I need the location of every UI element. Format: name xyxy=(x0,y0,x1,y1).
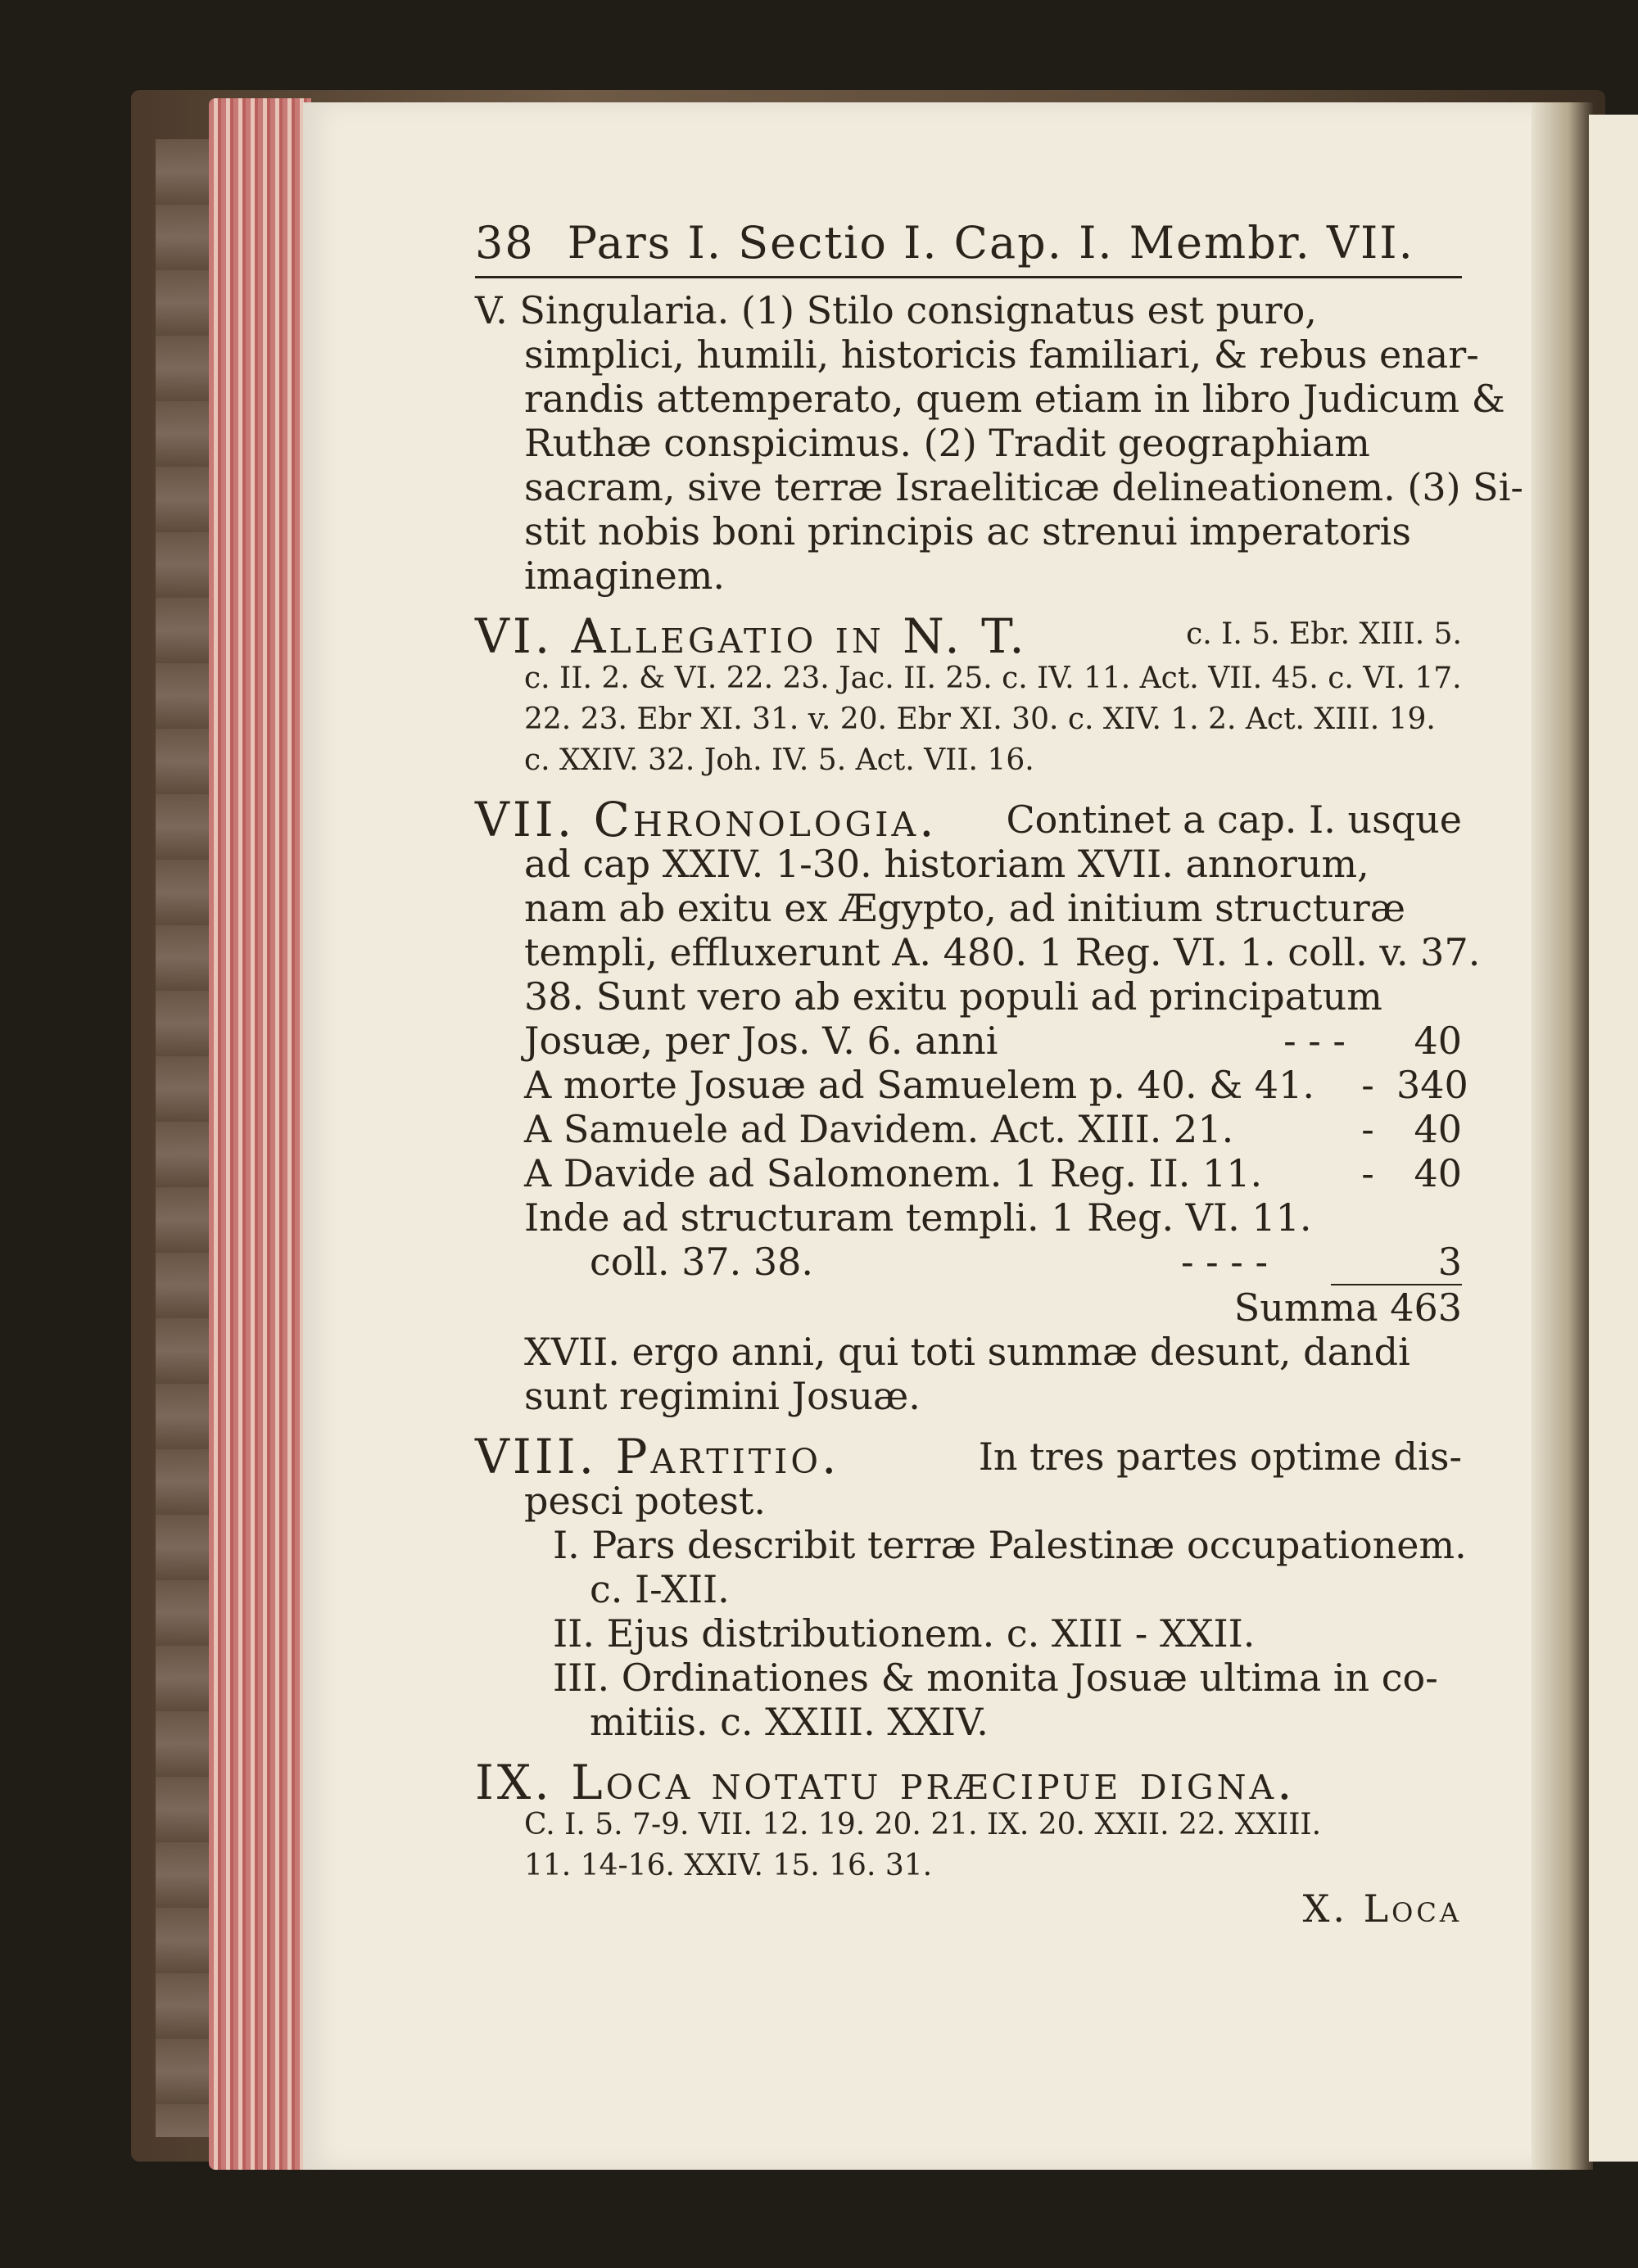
section-v xyxy=(475,288,1523,598)
partition-item: c. I-XII. xyxy=(590,1567,730,1611)
partition-item: III. Ordinationes & monita Josuæ ultima in co- xyxy=(553,1656,1438,1700)
page-gutter xyxy=(1532,102,1593,2170)
text-line: XVII. ergo anni, qui toti summæ desunt, dandi xyxy=(524,1330,1410,1374)
text-line: nam ab exitu ex Ægypto, ad initium structuræ xyxy=(524,886,1405,930)
text-line: stit nobis boni principis ac strenui imperatoris xyxy=(524,509,1411,553)
chronology-row xyxy=(475,1240,1462,1284)
text-line: sacram, sive terræ Israeliticæ delineationem. (3) Si- xyxy=(524,465,1523,509)
page-number: 38 xyxy=(475,217,535,269)
chronology-value: 40 xyxy=(1414,1019,1462,1063)
chronology-dashes: - xyxy=(1361,1107,1374,1151)
section-heading: VIII. Partitio. xyxy=(475,1429,840,1484)
chronology-label: coll. 37. 38. xyxy=(590,1240,814,1284)
chronology-label: A Davide ad Salomonem. 1 Reg. II. 11. xyxy=(524,1151,1263,1195)
chronology-dashes: - - - xyxy=(1283,1019,1346,1063)
section-heading: IX. Loca notatu præcipue digna. xyxy=(475,1755,1296,1810)
chronology-value xyxy=(1396,1195,1462,1240)
chronology-dashes: - - - - xyxy=(1180,1240,1269,1284)
text-line: 38. Sunt vero ab exitu populi ad principatum xyxy=(524,974,1382,1019)
page-text xyxy=(475,217,1523,1931)
chronology-label: A Samuele ad Davidem. Act. XIII. 21. xyxy=(524,1107,1234,1151)
chronology-dashes: - xyxy=(1361,1151,1374,1195)
section-viii xyxy=(475,1429,1467,1744)
chronology-value: 40 xyxy=(1414,1107,1462,1151)
chronology-row xyxy=(475,1195,1462,1240)
chronology-label: A morte Josuæ ad Samuelem p. 40. & 41. xyxy=(524,1063,1314,1107)
reference-line: 22. 23. Ebr XI. 31. v. 20. Ebr XI. 30. c. XIV. 1. 2. Act. XIII. 19. xyxy=(524,703,1436,736)
section-heading-line xyxy=(475,792,1462,847)
chronology-dashes: - xyxy=(1361,1063,1374,1107)
text-line: Ruthæ conspicimus. (2) Tradit geographiam xyxy=(524,421,1370,465)
chronology-sum: Summa 463 xyxy=(1233,1285,1462,1330)
reference-text: c. I. 5. Ebr. XIII. 5. xyxy=(1186,617,1462,651)
page-edges xyxy=(209,98,311,2170)
chronology-row xyxy=(475,1151,1462,1195)
text-line: pesci potest. xyxy=(524,1479,766,1523)
chronology-value: 340 xyxy=(1396,1063,1468,1107)
catchword: X. Loca xyxy=(1302,1886,1462,1931)
section-vi xyxy=(475,608,1462,781)
text-line: templi, effluxerunt A. 480. 1 Reg. VI. 1. coll. v. 37. xyxy=(524,930,1481,974)
text-line: V. Singularia. (1) Stilo consignatus est puro, xyxy=(475,288,1317,332)
chronology-dashes xyxy=(1339,1195,1396,1240)
text-line: simplici, humili, historicis familiari, & rebus enar- xyxy=(524,332,1479,377)
text-line: In tres partes optime dis- xyxy=(978,1434,1462,1479)
section-heading: VI. Allegatio in N. T. xyxy=(475,608,1028,664)
text-line: sunt regimini Josuæ. xyxy=(524,1374,921,1418)
chronology-row xyxy=(475,1107,1462,1151)
partition-item: I. Pars describit terræ Palestinæ occupationem. xyxy=(553,1523,1467,1567)
text-line: randis attemperato, quem etiam in libro Judicum & xyxy=(524,377,1505,421)
text-line: Continet a cap. I. usque xyxy=(1006,797,1462,842)
text-line: imaginem. xyxy=(524,553,726,598)
partition-item: mitiis. c. XXIII. XXIV. xyxy=(590,1700,989,1744)
section-heading: VII. Chronologia. xyxy=(475,792,938,847)
chronology-row xyxy=(475,1019,1462,1063)
header-rule xyxy=(475,276,1462,278)
reference-line: C. I. 5. 7-9. VII. 12. 19. 20. 21. IX. 20. XXII. 22. XXIII. xyxy=(524,1808,1322,1841)
chronology-value: 3 xyxy=(1437,1240,1462,1284)
chronology-row xyxy=(475,1063,1468,1107)
facing-page xyxy=(1589,115,1638,2162)
partition-item: II. Ejus distributionem. c. XIII - XXII. xyxy=(553,1611,1256,1656)
reference-line: c. II. 2. & VI. 22. 23. Jac. II. 25. c. IV. 11. Act. VII. 45. c. VI. 17. xyxy=(524,662,1462,695)
section-vii xyxy=(475,792,1481,1418)
chronology-value: 40 xyxy=(1414,1151,1462,1195)
section-ix xyxy=(475,1755,1462,1886)
running-header xyxy=(475,217,1462,269)
running-title: Pars I. Sectio I. Cap. I. Membr. VII. xyxy=(567,217,1414,269)
section-heading-line xyxy=(475,1429,1462,1484)
reference-line: 11. 14-16. XXIV. 15. 16. 31. xyxy=(524,1849,933,1882)
text-line: ad cap XXIV. 1-30. historiam XVII. annorum, xyxy=(524,842,1369,886)
section-heading-line xyxy=(475,608,1462,664)
chronology-label: Josuæ, per Jos. V. 6. anni xyxy=(524,1019,998,1063)
chronology-label: Inde ad structuram templi. 1 Reg. VI. 11. xyxy=(524,1195,1312,1240)
reference-line: c. XXIV. 32. Joh. IV. 5. Act. VII. 16. xyxy=(524,743,1034,777)
